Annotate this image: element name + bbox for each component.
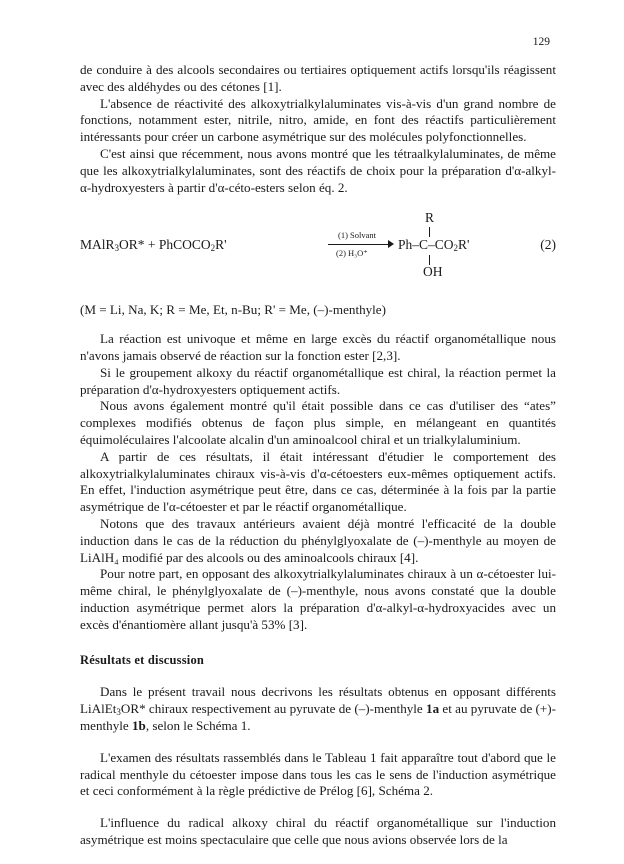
- paragraph-1: de conduire à des alcools secondaires ou tertiaires optiquement actifs lorsqu'ils réagissent avec des aldéhydes ou des cétones [1].: [80, 62, 556, 94]
- equation-2: [80, 204, 556, 282]
- bond-top: [429, 227, 430, 237]
- arrow-condition-1: (1) Solvant: [338, 230, 377, 241]
- reaction-arrow: [328, 226, 394, 262]
- paragraph-6: Nous avons également montré qu'il était possible dans ce cas d'utiliser des “ates” complexes modifiés obtenus de façon plus simple, en mélangeant en quantités équimoléculaires l'alcoolate alcalin d'un aminoalcool chiral et un trialkylaluminium.: [80, 398, 556, 447]
- substituent-definitions: (M = Li, Na, K; R = Me, Et, n-Bu; R' = Me, (–)-menthyle): [80, 302, 386, 318]
- paragraph-9: Pour notre part, en opposant des alkoxytrialkylaluminates chiraux à un α-cétoester lui-même chiral, le phénylglyoxalate de (–)-menthyle, nous avons constaté que la double induction asymétrique permet alors la préparation d'α-alkyl-α-hydroxyacides avec un excès d'énantiomère allant jusqu'à 53% [3].: [80, 566, 556, 632]
- paragraph-11: L'examen des résultats rassemblés dans le Tableau 1 fait apparaître tout d'abord que le radical menthyle du cétoester impose dans tous les cas le sens de l'induction asymétrique et ceci conformément à la règle prédictive de Prélog [6], Schéma 2.: [80, 749, 556, 799]
- arrow-condition-2: (2) H₃O⁺: [336, 248, 368, 259]
- paragraph-8: Notons que des travaux antérieurs avaient déjà montré l'efficacité de la double induction dans le cas de la réduction du phénylglyoxalate de (–)-menthyle au moyen de LiAlH₄ modifié par des alcools ou des aminoalcools chiraux [4].: [80, 515, 556, 565]
- paragraph-2: L'absence de réactivité des alkoxytrialkylaluminates vis-à-vis d'un grand nombre de fonctions, notamment ester, nitrile, nitro, amide, en font des réactifs particulièrement intéressants pour créer un carbone asymétrique sur des molécules polyfonctionnelles.: [80, 95, 556, 145]
- substituent-oh: OH: [423, 264, 443, 280]
- paragraph-7: A partir de ces résultats, il était intéressant d'étudier le comportement des alkoxytrialkylaluminates chiraux vis-à-vis d'α-cétoesters eux-mêmes optiquement actifs. En effet, l'induction asymétrique peut être, dans ce cas, déterminée à la fois par la partie asymétrique de l'α-cétoester et par le réactif organométallique.: [80, 448, 556, 515]
- paragraph-12: L'influence du radical alkoxy chiral du réactif organométallique sur l'induction asymétrique est moins spectaculaire que celle que nous avions observée lors de la: [80, 815, 556, 847]
- paragraph-5: Si le groupement alkoxy du réactif organométallique est chiral, la réaction permet la préparation d'α-hydroxyesters optiquement actifs.: [80, 364, 556, 397]
- equation-product: $Ph-C-CO_2R'$: [398, 237, 470, 254]
- text-column: [80, 62, 556, 849]
- paragraph-4: La réaction est univoque et même en large excès du réactif organométallique nous n'avons jamais observé de réaction sur la fonction ester [2,3].: [80, 331, 556, 363]
- paragraph-10: Dans le présent travail nous decrivons les résultats obtenus en opposant différents LiAlEt$_3$OR* chiraux respectivement au pyruvate de (–)-menthyle 1a et au pyruvate de (+)-menthyle 1b, selon le Schéma 1.: [80, 684, 557, 733]
- page-number: 129: [532, 36, 550, 48]
- equation-number: (2): [540, 237, 556, 253]
- equation-reactants: MAlR$_3$OR* + PhCOCO$_2$R': [80, 237, 227, 254]
- section-heading: Résultats et discussion: [80, 652, 205, 667]
- substituent-r: R: [425, 210, 435, 226]
- paragraph-3: C'est ainsi que récemment, nous avons montré que les tétraalkylaluminates, de même que les alkoxytrialkylaluminates, sont des réactifs de choix pour la préparation d'α-alkyl-α-hydroxyesters à partir d'α-céto-esters selon éq. 2.: [80, 145, 556, 195]
